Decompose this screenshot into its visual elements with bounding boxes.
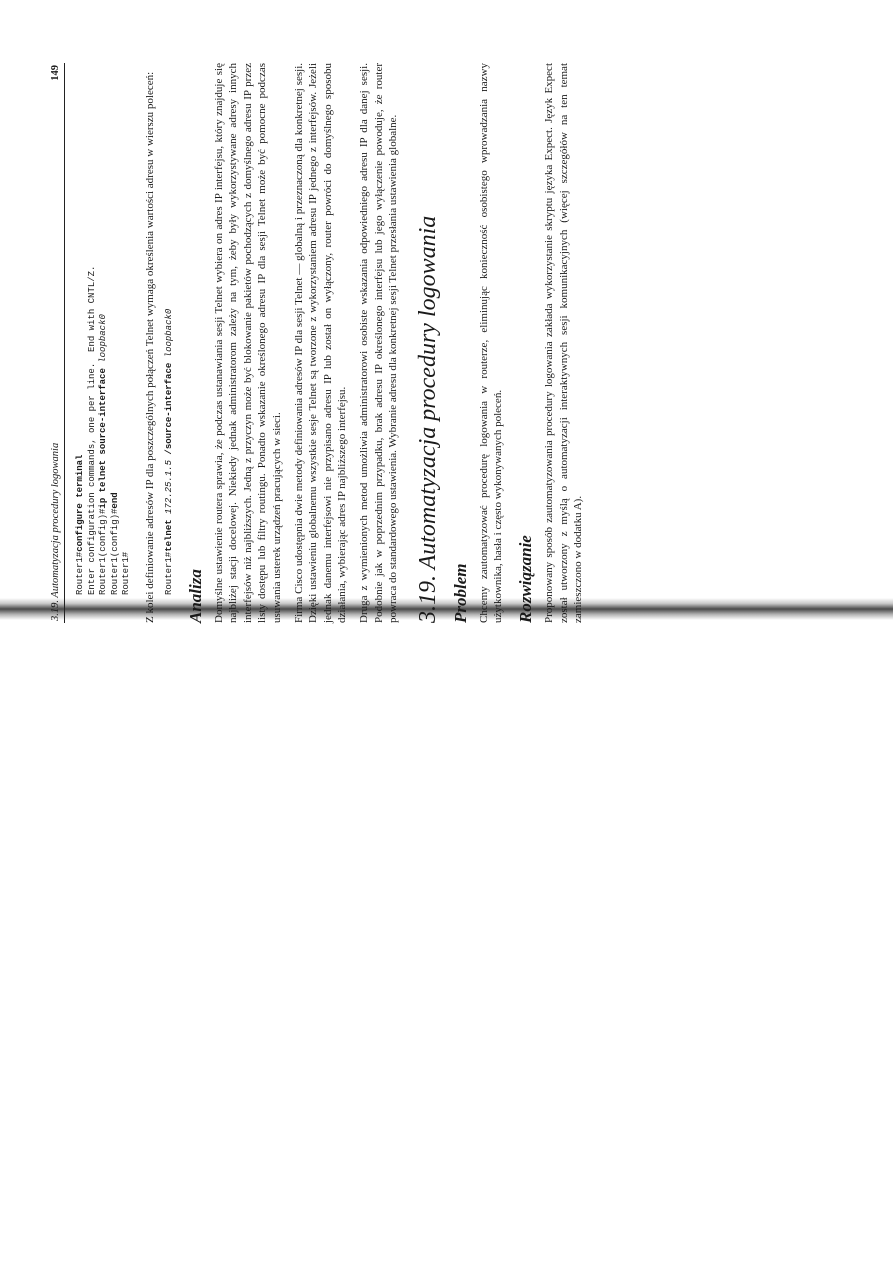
code-block <box>75 63 133 595</box>
code-block <box>164 63 176 595</box>
code-prompt: Router1# <box>121 551 131 595</box>
paragraph: Domyślne ustawienie routera sprawia, że podczas ustanawiania sesji Telnet wybiera on adres IP interfejsu, który znajduje się najbliżej stacji docelowej. Niekiedy jednak administratorom zależy na tym, żeby były wykorzystywane adresy innych interfejsów niż najbliższych. Jedną z przyczyn może być blokowanie pakietów pochodzących z domyślnego adresu IP przez listy dostępu lub filtry routingu. Ponadto wskazanie określonego adresu IP dla sesji Telnet może być pomocne podczas usuwania usterek urządzeń pracujących w sieci. <box>212 63 283 623</box>
code-argument: 172.25.1.5 <box>164 454 175 520</box>
code-command: configure terminal <box>75 454 85 552</box>
page-header <box>50 63 65 623</box>
code-command: end <box>109 492 120 509</box>
paragraph: Druga z wymienionych metod umożliwia administratorowi osobiste wskazania odpowiedniego adresu IP dla danej sesji. Podobnie jak w poprzednim przypadku, brak adresu IP określonego interfejsu lub jego wyłączenie powoduje, że router powraca do standardowego ustawienia. Wybranie adresu dla konkretnej sesji Telnet przesłania ustawienia globalne. <box>357 63 400 623</box>
recipe-title: 3.19. Automatyzacja procedury logowania <box>414 215 441 623</box>
code-prompt: Router1(config)# <box>109 508 120 595</box>
paragraph: Z kolei definiowanie adresów IP dla poszczególnych połączeń Telnet wymaga określenia wartości adresu w wierszu poleceń: <box>143 71 156 623</box>
section-heading-rozwiazanie: Rozwiązanie <box>515 535 535 623</box>
code-prompt: Router1# <box>164 551 175 595</box>
code-command: /source-interface <box>164 362 175 455</box>
paragraph: Firma Cisco udostępnia dwie metody definiowania adresów IP dla sesji Telnet — globalną i przeznaczoną dla konkretnej sesji. Dzięki ustawieniu globalnemu wszystkie sesje Telnet są tworzone z wykorzystaniem adresu IP jednego z interfejsów. Jeżeli jednak danemu interfejsowi nie przypisano adresu IP lub został on wyłączony, router powróci do domyślnego sposobu działania, wybierając adres IP najbliższego interfejsu. <box>292 63 349 623</box>
paragraph: Proponowany sposób zautomatyzowania procedury logowania zakłada wykorzystanie skryptu języka Expect. Język Expect został utworzony z myślą o automatyzacji interaktywnych sesji komunikacyjnych (więcej szczegółów na ten temat zamieszczono w dodatku A). <box>542 63 585 623</box>
code-command: telnet <box>164 519 175 552</box>
code-prompt: Router1# <box>75 551 85 595</box>
code-argument: loopback0 <box>98 314 108 369</box>
code-prompt: Router1(config)# <box>98 508 108 595</box>
code-line: Enter configuration commands, one per line. End with CNTL/Z. <box>86 265 97 595</box>
page-149-body <box>0 63 893 623</box>
running-head: 3.19. Automatyzacja procedury logowania <box>50 442 61 621</box>
paragraph: Chcemy zautomatyzować procedurę logowania w routerze, eliminując konieczność osobistego wprowadzania nazwy użytkownika, hasła i często wykonywanych poleceń. <box>477 63 505 623</box>
section-heading-analiza: Analiza <box>185 569 205 623</box>
code-command: ip telnet source-interface <box>98 368 108 509</box>
code-argument: loopback0 <box>164 308 175 363</box>
section-heading-problem: Problem <box>450 563 470 623</box>
page-number: 149 <box>50 65 61 81</box>
